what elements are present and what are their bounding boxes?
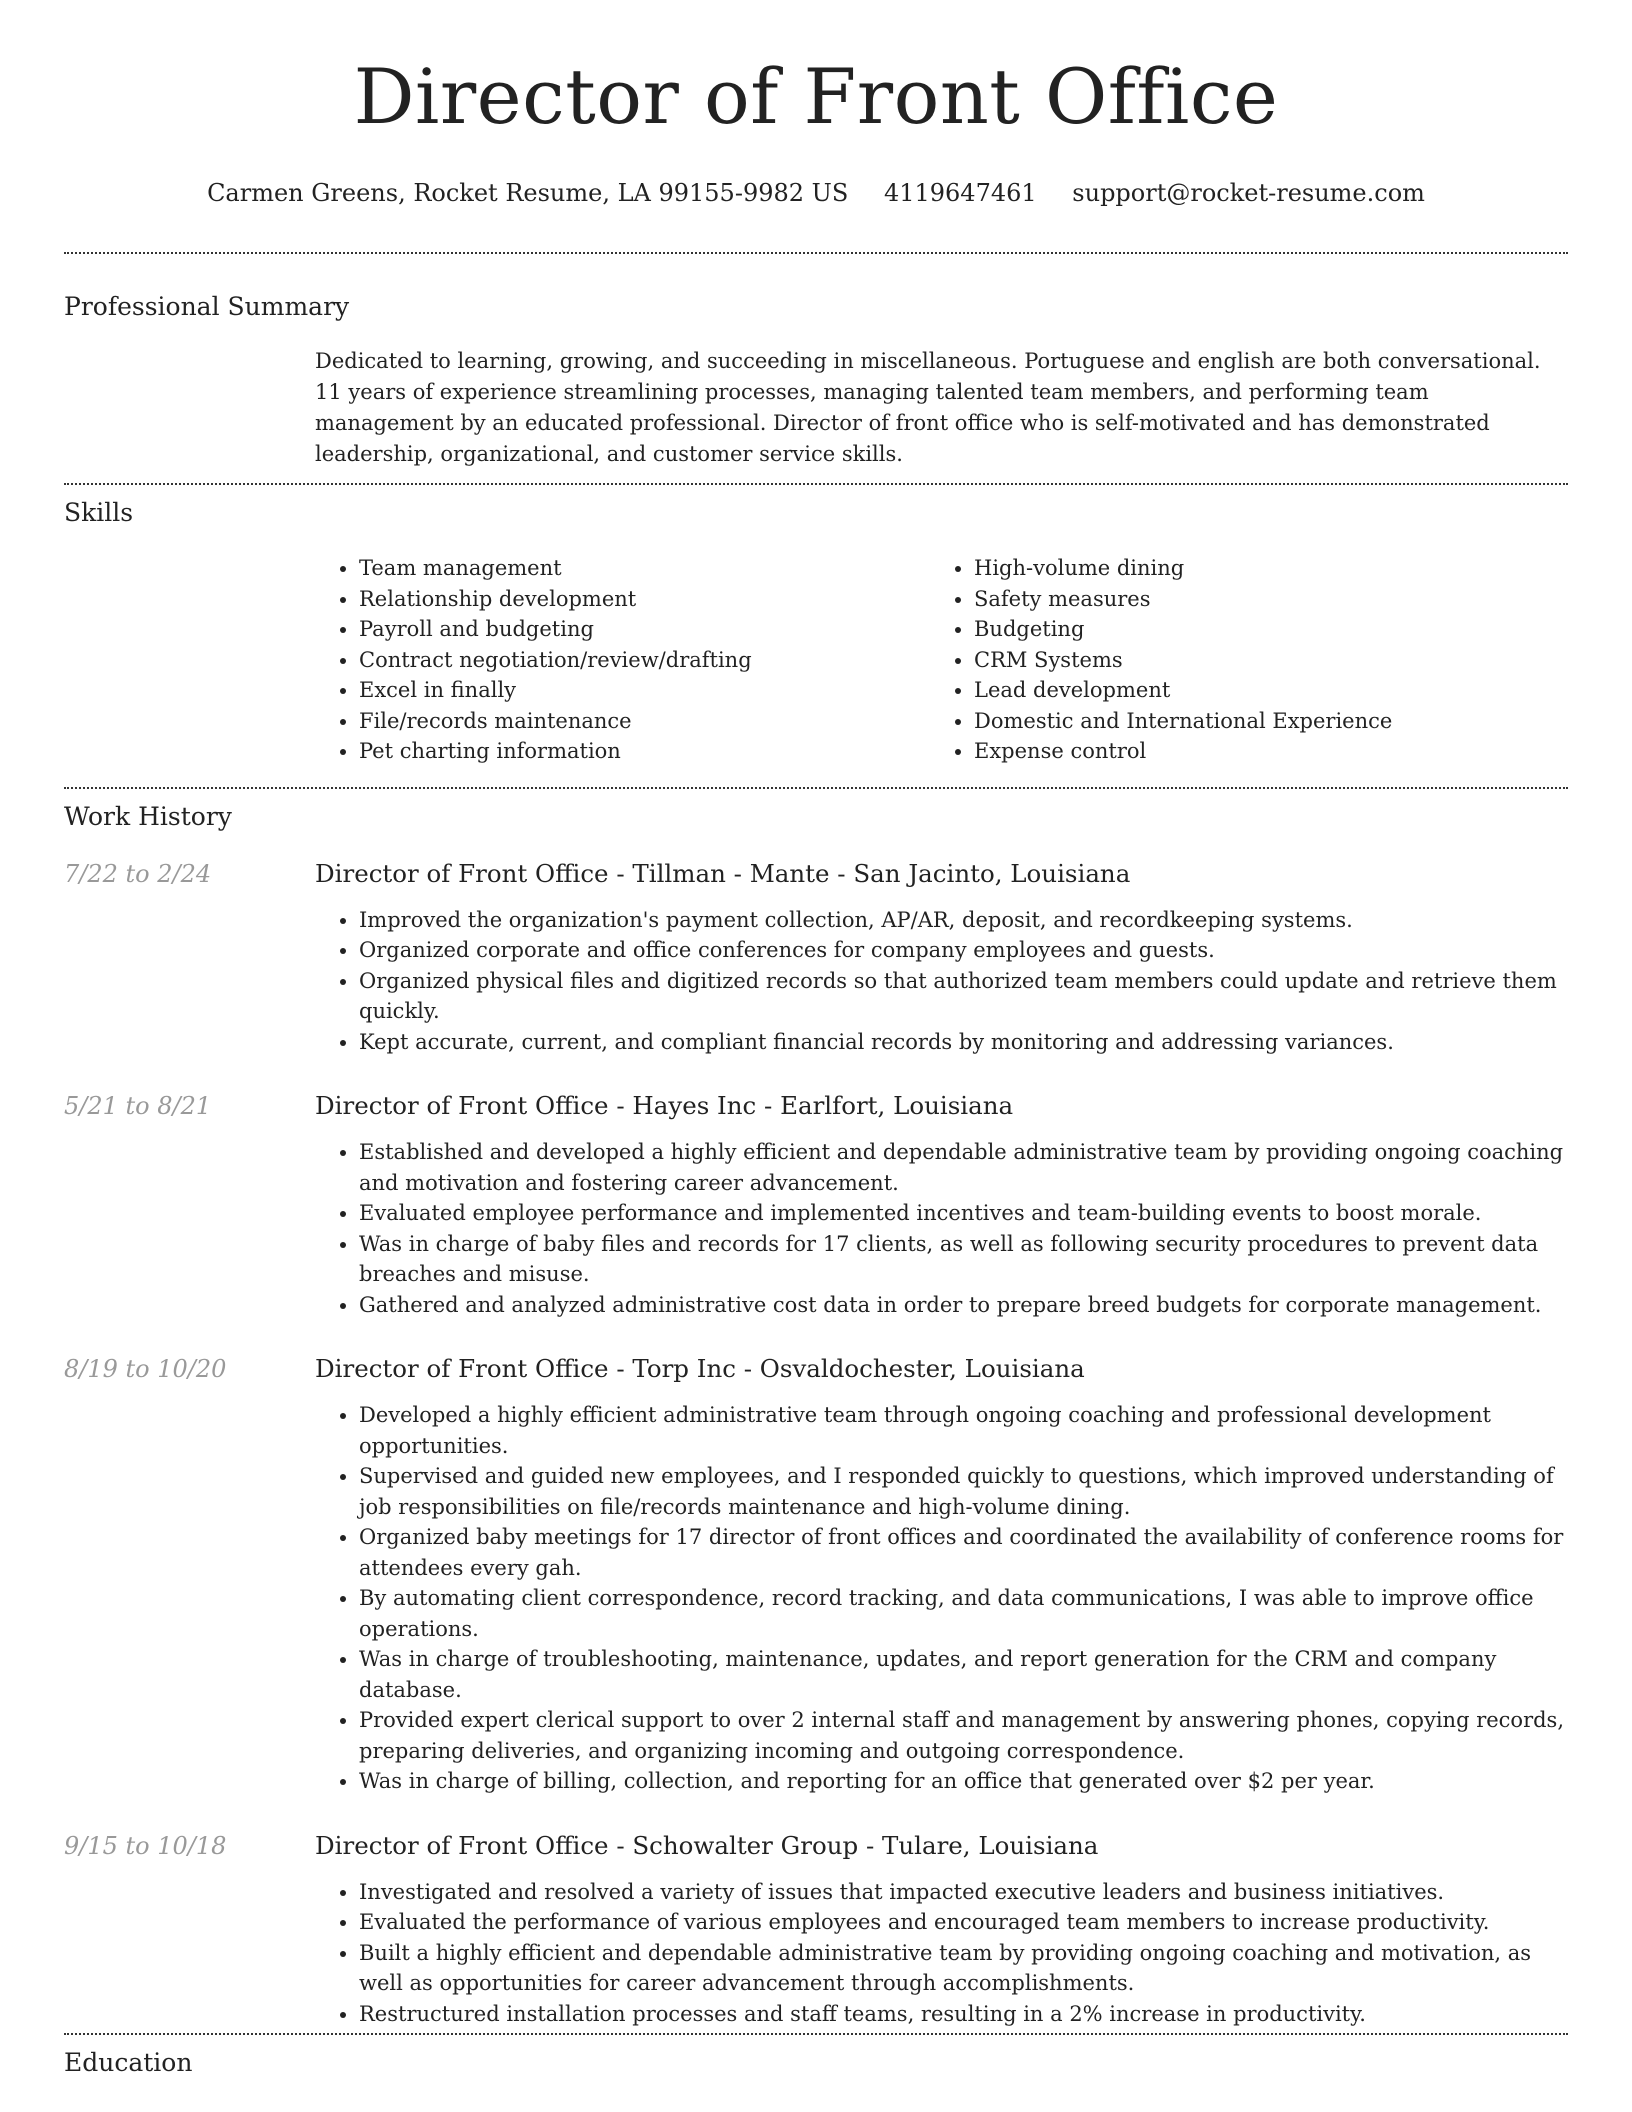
job-title: Director of Front Office - Schowalter Group - Tulare, Louisiana [315, 1830, 1099, 1860]
job-bullet: • Evaluated employee performance and implemented incentives and team-building events to boost morale. [359, 1198, 1568, 1229]
skill-item: • File/records maintenance [359, 706, 930, 737]
skill-item: • Relationship development [359, 584, 930, 615]
job-bullets [315, 1877, 1568, 2030]
job-dates: 5/21 to 8/21 [64, 1092, 212, 1120]
job-bullet: • Was in charge of troubleshooting, maintenance, updates, and report generation for the CRM and company database. [359, 1644, 1568, 1705]
job-dates: 7/22 to 2/24 [64, 859, 212, 888]
page-title: Director of Front Office [353, 52, 1279, 141]
job-dates: 9/15 to 10/18 [64, 1831, 227, 1860]
contact-email: support@rocket-resume.com [1072, 179, 1425, 207]
contact-phone: 4119647461 [883, 179, 1037, 207]
skills-column-left [315, 553, 930, 767]
job-header [64, 1089, 1568, 1123]
skill-item: • CRM Systems [974, 645, 1545, 676]
divider [64, 787, 1568, 789]
job-bullet: • Developed a highly efficient administrative team through ongoing coaching and professional development opportunities. [359, 1400, 1568, 1461]
skill-item: • Domestic and International Experience [974, 706, 1545, 737]
skill-item: • Lead development [974, 675, 1545, 706]
job-bullet: • Evaluated the performance of various employees and encouraged team members to increase productivity. [359, 1907, 1568, 1938]
section-title-skills: Skills [64, 498, 134, 527]
job-bullet: • Investigated and resolved a variety of issues that impacted executive leaders and business initiatives. [359, 1877, 1568, 1908]
skill-item: • Safety measures [974, 584, 1545, 615]
job-bullets [315, 1137, 1568, 1320]
skill-item: • Pet charting information [359, 736, 930, 767]
skill-item: • Team management [359, 553, 930, 584]
divider [64, 483, 1568, 485]
job-title: Director of Front Office - Hayes Inc - Earlfort, Louisiana [315, 1091, 1014, 1120]
job-bullet: • Built a highly efficient and dependable administrative team by providing ongoing coaching and motivation, as well as opportunities for career advancement through accomplishments. [359, 1938, 1568, 1999]
contact-line [64, 178, 1568, 208]
section-title-education: Education [64, 2048, 193, 2077]
section-title-summary: Professional Summary [64, 292, 350, 321]
skill-item: • Excel in finally [359, 675, 930, 706]
job-bullet: • Organized corporate and office conferences for company employees and guests. [359, 935, 1568, 966]
job-bullet: • Organized physical files and digitized records so that authorized team members could update and retrieve them quickly. [359, 966, 1568, 1027]
divider [64, 2033, 1568, 2035]
skills-column-right [930, 553, 1545, 767]
job-title: Director of Front Office - Tillman - Mante - San Jacinto, Louisiana [315, 858, 1131, 888]
job-bullet: • Improved the organization's payment collection, AP/AR, deposit, and recordkeeping systems. [359, 905, 1568, 936]
summary-text: Dedicated to learning, growing, and succeeding in miscellaneous. Portuguese and english are both conversational. 11 years of experience streamlining processes, managing talented team members, and performing team management by an educated professional. Director of front office who is self-motivated and has demonstrated leadership, organizational, and customer service skills. [315, 349, 1541, 466]
job-bullet: • Provided expert clerical support to over 2 internal staff and management by answering phones, copying records, preparing deliveries, and organizing incoming and outgoing correspondence. [359, 1705, 1568, 1766]
job-dates: 8/19 to 10/20 [64, 1355, 227, 1383]
job-bullet: • Supervised and guided new employees, and I responded quickly to questions, which improved understanding of job responsibilities on file/records maintenance and high-volume dining. [359, 1461, 1568, 1522]
job-bullet: • By automating client correspondence, record tracking, and data communications, I was able to improve office operations. [359, 1583, 1568, 1644]
job-bullets [315, 905, 1568, 1058]
job-bullets [315, 1400, 1568, 1797]
job-title: Director of Front Office - Torp Inc - Osvaldochester, Louisiana [315, 1354, 1085, 1383]
skill-item: • High-volume dining [974, 553, 1545, 584]
skill-item: • Contract negotiation/review/drafting [359, 645, 930, 676]
skill-item: • Expense control [974, 736, 1545, 767]
job-header [64, 857, 1568, 891]
job-bullet: • Was in charge of baby files and records for 17 clients, as well as following security procedures to prevent data breaches and misuse. [359, 1229, 1568, 1290]
job-bullet: • Kept accurate, current, and compliant financial records by monitoring and addressing variances. [359, 1027, 1568, 1058]
contact-address: Carmen Greens, Rocket Resume, LA 99155-9982 US [207, 179, 849, 207]
job-bullet: • Gathered and analyzed administrative cost data in order to prepare breed budgets for corporate management. [359, 1290, 1568, 1321]
job-bullet: • Restructured installation processes and staff teams, resulting in a 2% increase in productivity. [359, 1999, 1568, 2030]
skills-list [315, 553, 1568, 767]
divider [64, 252, 1568, 254]
skill-item: • Budgeting [974, 614, 1545, 645]
job-bullet: • Established and developed a highly efficient and dependable administrative team by providing ongoing coaching and motivation and fostering career advancement. [359, 1137, 1568, 1198]
job-header [64, 1352, 1568, 1386]
section-title-work: Work History [64, 801, 232, 831]
skill-item: • Payroll and budgeting [359, 614, 930, 645]
job-header [64, 1829, 1568, 1863]
job-bullet: • Organized baby meetings for 17 director of front offices and coordinated the availability of conference rooms for attendees every gah. [359, 1522, 1568, 1583]
job-bullet: • Was in charge of billing, collection, and reporting for an office that generated over $2 per year. [359, 1766, 1568, 1797]
